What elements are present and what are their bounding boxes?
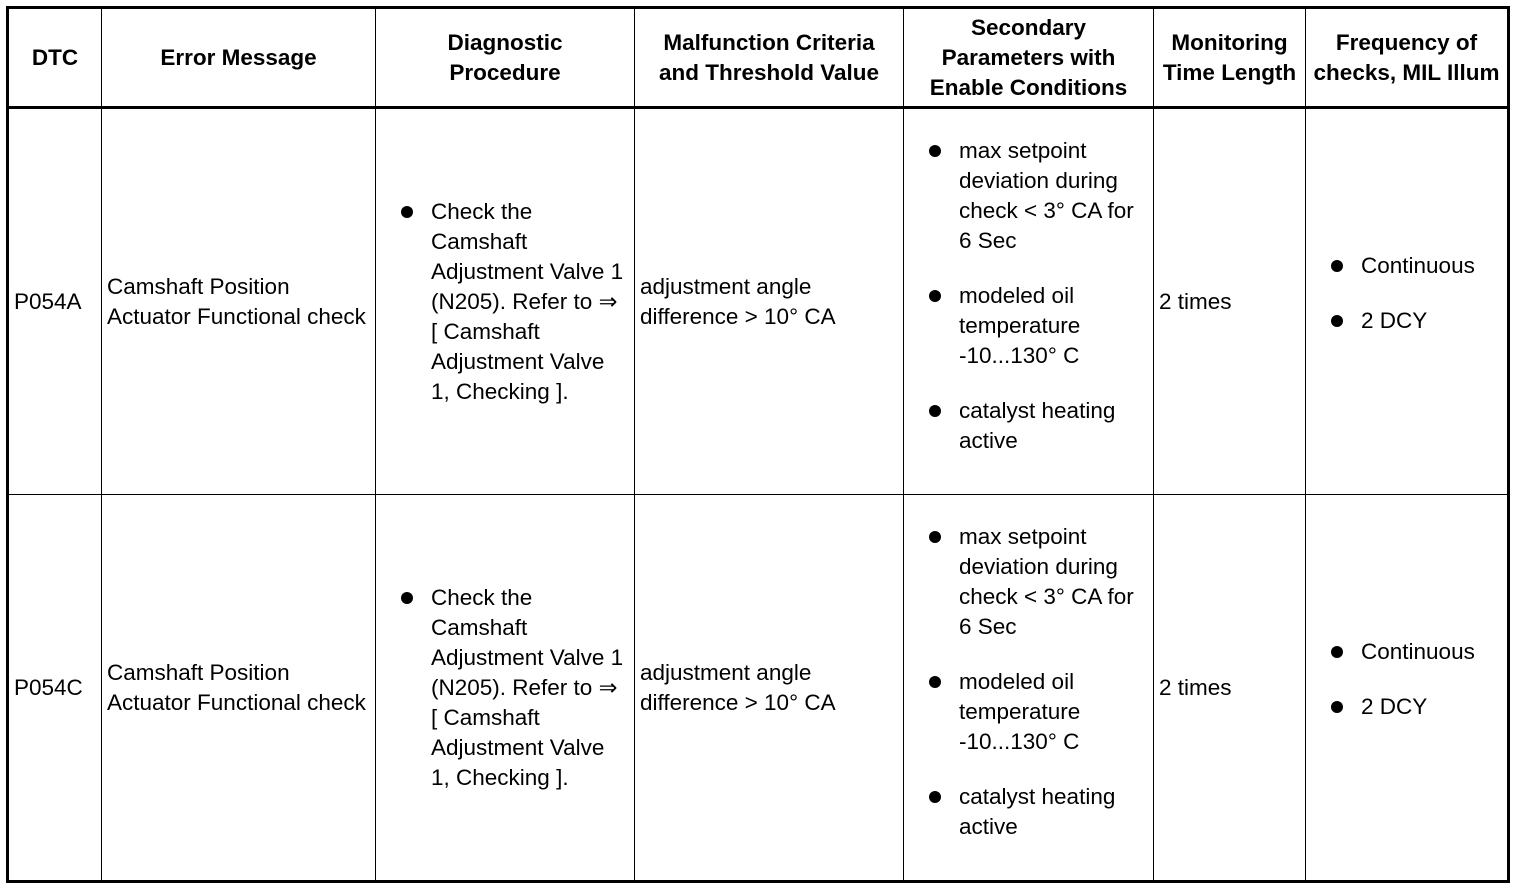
- bullet-icon: [929, 405, 941, 417]
- list-item: [909, 396, 1148, 456]
- monitoring-time: 2 times: [1154, 108, 1306, 495]
- frequency-text: Continuous: [1361, 253, 1475, 278]
- bullet-icon: [929, 145, 941, 157]
- bullet-icon: [929, 676, 941, 688]
- dtc-code: P054C: [8, 495, 102, 882]
- procedure-list: [381, 583, 629, 793]
- table-row: [8, 108, 1509, 495]
- parameter-text: max setpoint deviation during check < 3° CA for 6 Sec: [959, 137, 1134, 253]
- diagnostic-procedure: [376, 108, 635, 495]
- malfunction-criteria: adjustment angle difference > 10° CA: [635, 108, 904, 495]
- list-item: [909, 522, 1148, 642]
- secondary-parameters: [904, 495, 1154, 882]
- header-frequency: Frequency of checks, MIL Illum: [1306, 8, 1509, 108]
- secondary-parameters: [904, 108, 1154, 495]
- header-monitoring-time: Monitoring Time Length: [1154, 8, 1306, 108]
- frequency-list: [1311, 251, 1502, 336]
- list-item: [1311, 637, 1502, 667]
- list-item: [909, 136, 1148, 256]
- list-item: [381, 583, 629, 793]
- monitoring-time: 2 times: [1154, 495, 1306, 882]
- header-dtc: DTC: [8, 8, 102, 108]
- header-secondary-parameters: Secondary Parameters with Enable Conditions: [904, 8, 1154, 108]
- diagnostic-procedure: [376, 495, 635, 882]
- list-item: [1311, 306, 1502, 336]
- bullet-icon: [1331, 315, 1343, 327]
- frequency-text: Continuous: [1361, 639, 1475, 664]
- table-row: [8, 495, 1509, 882]
- parameters-list: [909, 136, 1148, 456]
- list-item: [1311, 692, 1502, 722]
- malfunction-criteria: adjustment angle difference > 10° CA: [635, 495, 904, 882]
- bullet-icon: [929, 290, 941, 302]
- header-malfunction-criteria: Malfunction Criteria and Threshold Value: [635, 8, 904, 108]
- parameters-list: [909, 522, 1148, 842]
- parameter-text: modeled oil temperature -10...130° C: [959, 668, 1081, 754]
- bullet-icon: [1331, 260, 1343, 272]
- list-item: [1311, 251, 1502, 281]
- procedure-text: Check the Camshaft Adjustment Valve 1 (N205). Refer to ⇒ [ Camshaft Adjustment Valve 1, Checking ].: [431, 584, 624, 790]
- bullet-icon: [929, 791, 941, 803]
- header-diagnostic-procedure: Diagnostic Procedure: [376, 8, 635, 108]
- table-header-row: [8, 8, 1509, 108]
- header-error-message: Error Message: [102, 8, 376, 108]
- list-item: [909, 782, 1148, 842]
- bullet-icon: [929, 531, 941, 543]
- bullet-icon: [401, 592, 413, 604]
- dtc-code: P054A: [8, 108, 102, 495]
- frequency-text: 2 DCY: [1361, 308, 1428, 333]
- error-message: Camshaft Position Actuator Functional check: [102, 495, 376, 882]
- parameter-text: catalyst heating active: [959, 783, 1116, 839]
- frequency-list: [1311, 637, 1502, 722]
- bullet-icon: [1331, 646, 1343, 658]
- list-item: [909, 667, 1148, 757]
- parameter-text: max setpoint deviation during check < 3° CA for 6 Sec: [959, 523, 1134, 639]
- frequency-text: 2 DCY: [1361, 694, 1428, 719]
- bullet-icon: [1331, 701, 1343, 713]
- bullet-icon: [401, 206, 413, 218]
- procedure-text: Check the Camshaft Adjustment Valve 1 (N205). Refer to ⇒ [ Camshaft Adjustment Valve 1, Checking ].: [431, 198, 624, 404]
- frequency: [1306, 495, 1509, 882]
- error-message: Camshaft Position Actuator Functional check: [102, 108, 376, 495]
- parameter-text: catalyst heating active: [959, 397, 1116, 453]
- procedure-list: [381, 197, 629, 407]
- parameter-text: modeled oil temperature -10...130° C: [959, 282, 1081, 368]
- dtc-table: [6, 6, 1510, 883]
- frequency: [1306, 108, 1509, 495]
- list-item: [381, 197, 629, 407]
- list-item: [909, 281, 1148, 371]
